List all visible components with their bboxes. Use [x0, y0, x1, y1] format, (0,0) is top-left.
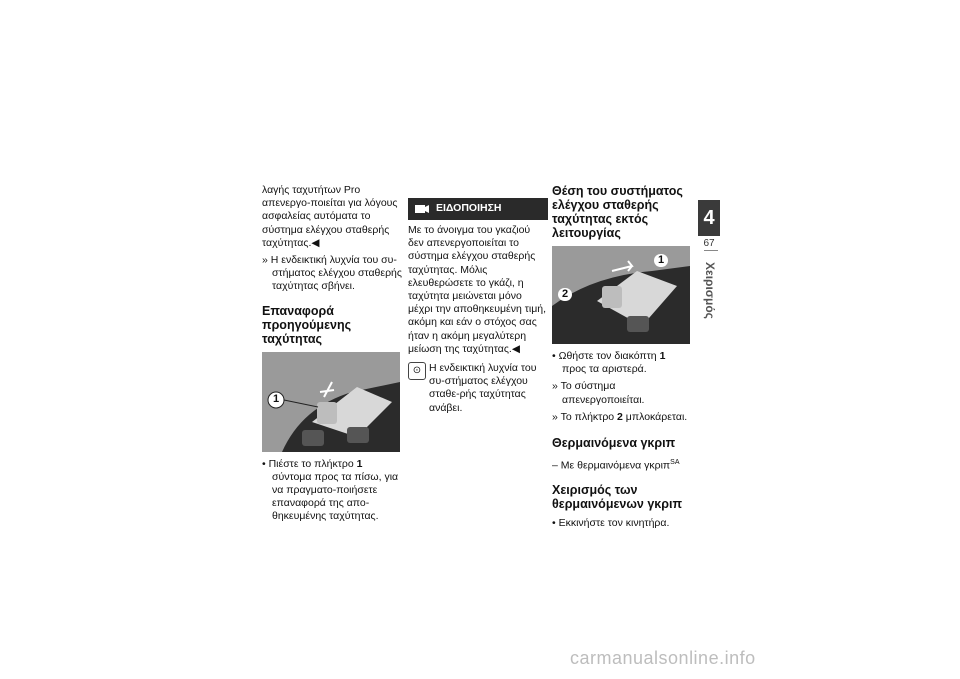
- result-deactivated: » Το σύστημα απενεργοποιείται.: [552, 380, 645, 406]
- section-heading-off: Θέση του συστήματος ελέγχου σταθερής ταχύτητας εκτός λειτουργίας: [552, 184, 683, 240]
- photo-label-2b: 2: [558, 288, 572, 301]
- indicator-text: Η ενδεικτική λυχνία του συ-στήματος ελέγχου σταθε-ρής ταχύτητας ανάβει.: [429, 362, 537, 414]
- indicator-note: [408, 362, 548, 415]
- result-locked: » Το πλήκτρο 2 μπλοκάρεται.: [552, 410, 688, 423]
- intro-text: λαγής ταχυτήτων Pro απενεργο-ποιείται για λόγους ασφαλείας αυτόματα το σύστημα ελέγχου σταθερής ταχύτητας.◀: [262, 184, 398, 249]
- warning-icon: [414, 203, 430, 215]
- warning-header: [408, 198, 548, 220]
- section-heading-resume: Επαναφορά προηγούμενης ταχύτητας: [262, 303, 352, 346]
- handlebar-photo-1: [262, 352, 400, 452]
- photo-label-1: 1: [272, 392, 280, 405]
- equipment-note: – Με θερμαινόμενα γκριπ$^{SA}$: [552, 459, 680, 472]
- tab-divider: [704, 250, 718, 251]
- result-text: » Η ενδεικτική λυχνία του συ-στήματος ελέγχου σταθερής ταχύτητας σβήνει.: [262, 254, 402, 293]
- column-3: [552, 184, 692, 530]
- section-heading-heated-grips: Θερμαινόμενα γκριπ: [552, 436, 676, 451]
- column-2: [408, 198, 548, 415]
- step-text: • Πιέστε το πλήκτρο 1 σύντομα προς τα πίσω, για να πραγματο-ποιήσετε επαναφορά της απο-θηκευμένης ταχύτητας.: [262, 457, 399, 523]
- handlebar-photo-2: [552, 246, 690, 344]
- photo-label-2a: 1: [654, 254, 668, 267]
- section-label: Χειρισμός: [703, 262, 717, 319]
- cruise-control-icon: ⊙: [408, 362, 426, 380]
- step-start-engine: • Εκκινήστε τον κινητήρα.: [552, 516, 670, 529]
- page-number: 67: [703, 238, 715, 249]
- step-push-switch: • Ωθήστε τον διακόπτη 1 προς τα αριστερά.: [552, 350, 666, 376]
- watermark: carmanualsonline.info: [570, 648, 756, 668]
- warning-title: ΕΙΔΟΠΟΙΗΣΗ: [436, 202, 502, 215]
- chapter-tab: 4: [698, 200, 720, 236]
- section-heading-operating-grips: Χειρισμός των θερμαινόμενων γκριπ: [552, 482, 683, 511]
- warning-text: Με το άνοιγμα του γκαζιού δεν απενεργοποιείται το σύστημα ελέγχου σταθερής ταχύτητας. Μόλις ελευθερώσετε το γκάζι, η ταχύτητα μειώνεται μόνο μέχρι την αποθηκευμένη τιμή, ακόμη και εάν ο στόχος σας ήταν η ακόμη μεγαλύτερη μείωση της ταχύτητας.◀: [408, 224, 547, 355]
- column-1: [262, 184, 402, 524]
